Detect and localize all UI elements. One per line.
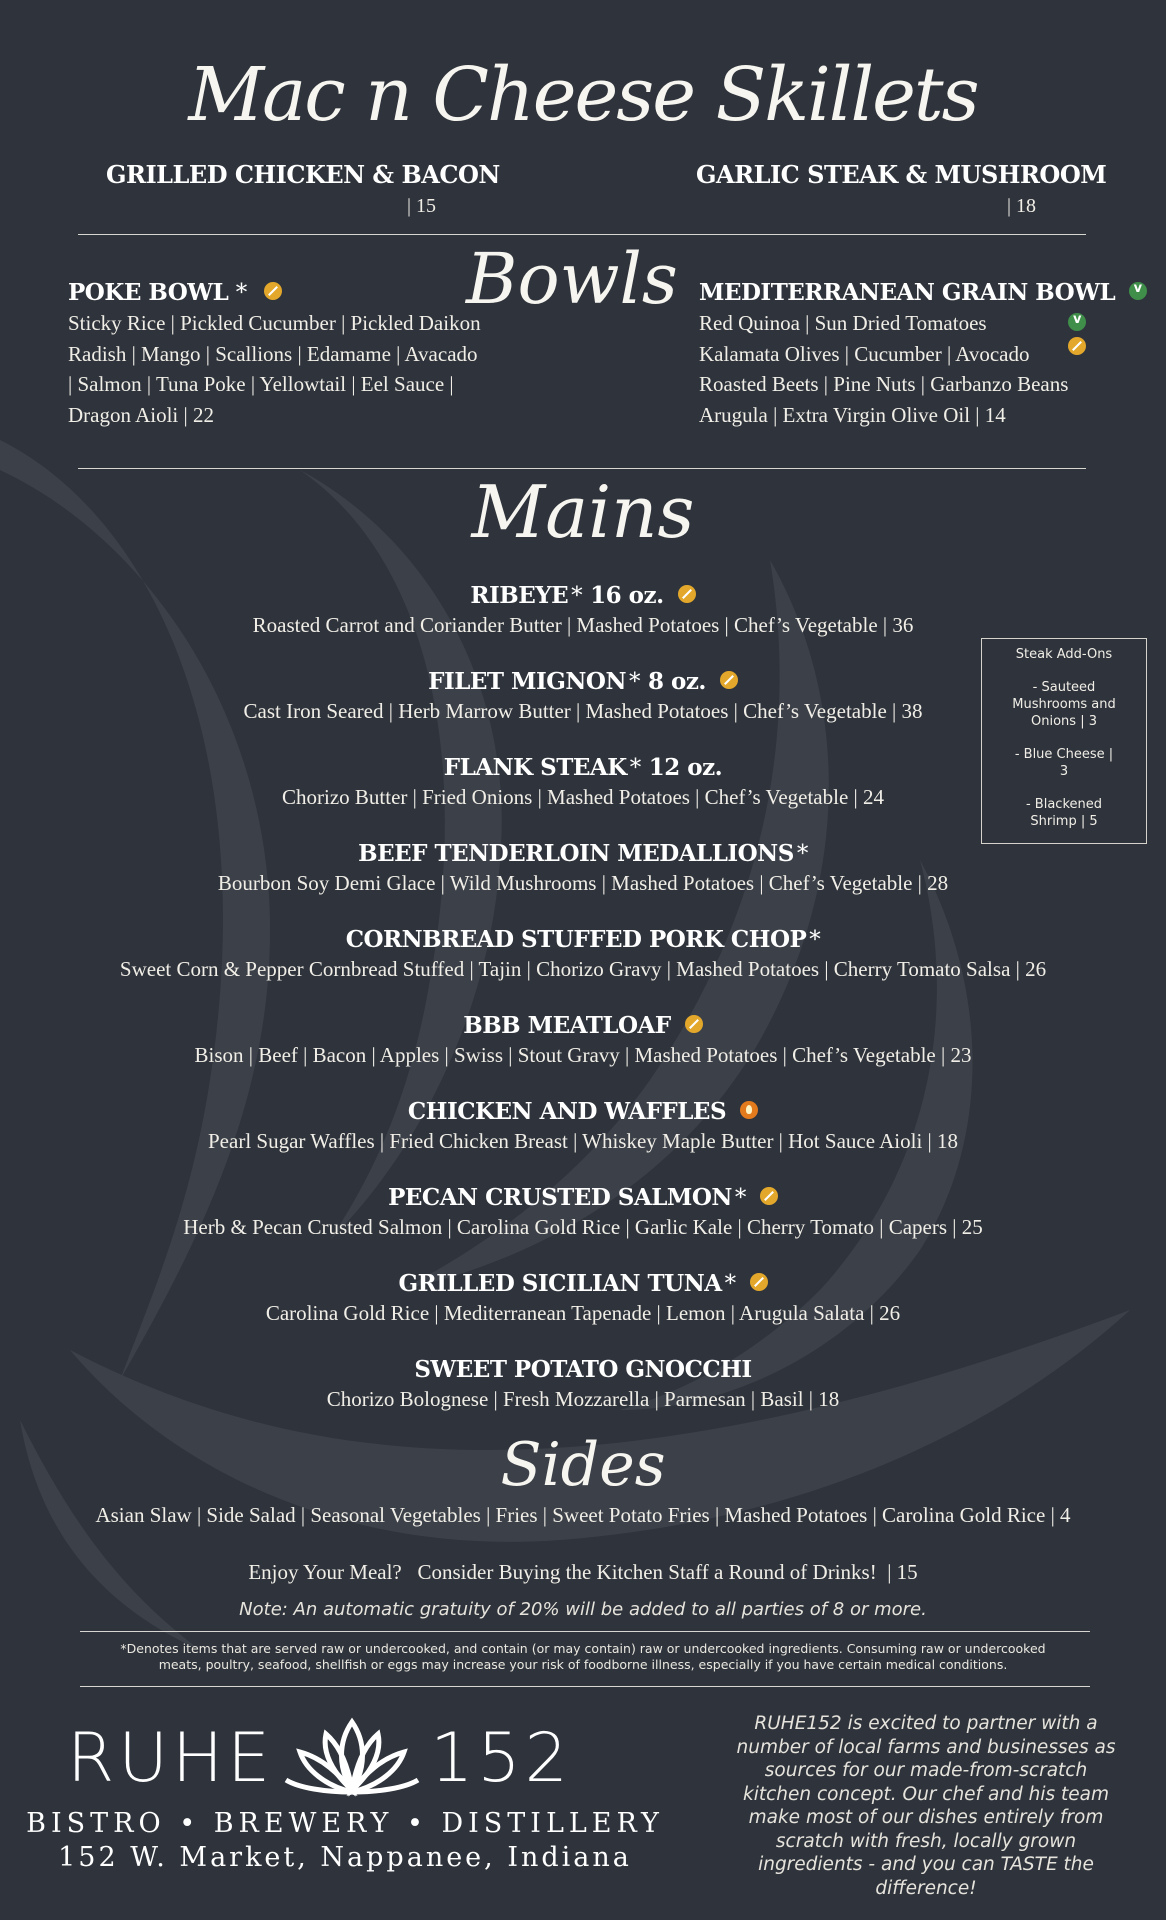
main-item — [0, 1012, 1166, 1071]
gluten-free-icon — [685, 1015, 703, 1033]
gluten-free-icon — [760, 1187, 778, 1205]
mains-title: Mains — [471, 470, 695, 554]
skillet-price: | 15 — [406, 195, 436, 217]
bowl-line: Arugula | Extra Virgin Olive Oil | 14 — [699, 402, 1006, 427]
mediterranean-bowl — [699, 279, 1129, 430]
ruhe152-logo — [67, 1716, 572, 1800]
bowl-name: POKE BOWL — [68, 279, 229, 306]
main-item-heading — [0, 582, 1166, 609]
bowls-title: Bowls — [466, 238, 678, 320]
main-item-description: Pearl Sugar Waffles | Fried Chicken Breast | Whiskey Maple Butter | Hot Sauce Aioli | 18 — [208, 1129, 958, 1153]
main-item — [0, 1356, 1166, 1415]
gluten-free-icon — [678, 585, 696, 603]
main-item-heading — [0, 1098, 1166, 1125]
gluten-free-icon — [1068, 337, 1086, 355]
main-item-description: Carolina Gold Rice | Mediterranean Tapenade | Lemon | Arugula Salata | 26 — [265, 1301, 901, 1325]
addon-item: - Sauteed Mushrooms and Onions | 3 — [1012, 680, 1116, 729]
main-item-name: CHICKEN AND WAFFLES — [407, 1098, 727, 1125]
disclaimer-line: *Denotes items that are served raw or undercooked, and contain (or may contain) raw or undercooked ingredients. Consuming raw or undercooked — [120, 1641, 1046, 1656]
main-item-description: Sweet Corn & Pepper Cornbread Stuffed | Tajin | Chorizo Gravy | Mashed Potatoes | Cherry Tomato Salsa | 26 — [119, 957, 1047, 981]
main-item-name: SWEET POTATO GNOCCHI — [414, 1356, 752, 1383]
main-item-name: RIBEYE — [470, 582, 569, 609]
main-item — [0, 1270, 1166, 1329]
main-item-name: BEEF TENDERLOIN MEDALLIONS — [358, 840, 794, 867]
addons-title: Steak Add-Ons — [1015, 647, 1113, 662]
raw-star: * — [628, 669, 640, 695]
disclaimer-line: meats, poultry, seafood, shellfish or eggs may increase your risk of foodborne illness, especially if you have certain medical conditions. — [158, 1657, 1008, 1672]
divider — [80, 1631, 1090, 1632]
raw-star: * — [571, 583, 583, 609]
main-item-description: Roasted Carrot and Coriander Butter | Mashed Potatoes | Chef’s Vegetable | 36 — [252, 613, 914, 637]
main-item-name: BBB MEATLOAF — [463, 1012, 671, 1039]
main-item — [0, 582, 1166, 641]
skillet-name: GRILLED CHICKEN & BACON — [106, 160, 500, 189]
logo-text-right: 152 — [430, 1718, 572, 1798]
vegan-icon — [1068, 313, 1086, 331]
gluten-free-icon — [264, 282, 282, 300]
bowl-line: Roasted Beets | Pine Nuts | Garbanzo Beans — [699, 372, 1069, 396]
main-item-heading — [0, 926, 1166, 953]
raw-star: * — [809, 927, 821, 953]
main-item-description: Herb & Pecan Crusted Salmon | Carolina Gold Rice | Garlic Kale | Cherry Tomato | Capers | 25 — [183, 1215, 983, 1239]
spicy-icon — [740, 1101, 758, 1119]
bowl-line: Kalamata Olives | Cucumber | Avocado — [699, 341, 1030, 366]
main-item — [0, 1184, 1166, 1243]
main-item-description: Bison | Beef | Bacon | Apples | Swiss | Stout Gravy | Mashed Potatoes | Chef’s Vegetable | 23 — [194, 1043, 972, 1067]
skillet-item-1 — [106, 160, 500, 220]
main-item-size: 16 oz. — [590, 582, 664, 609]
divider — [80, 1686, 1090, 1687]
main-item — [0, 840, 1166, 899]
bowl-line: Radish | Mango | Scallions | Edamame | Avacado — [68, 341, 478, 366]
main-item-name: GRILLED SICILIAN TUNA — [398, 1270, 722, 1297]
main-item-description: Cast Iron Seared | Herb Marrow Butter | Mashed Potatoes | Chef’s Vegetable | 38 — [243, 699, 923, 723]
main-item-description: Chorizo Bolognese | Fresh Mozzarella | Parmesan | Basil | 18 — [326, 1387, 840, 1411]
skillet-price: | 18 — [1006, 195, 1036, 217]
divider — [78, 468, 1086, 469]
sides-list: Asian Slaw | Side Salad | Seasonal Vegetables | Fries | Sweet Potato Fries | Mashed Potatoes | Carolina Gold Rice | 4 — [95, 1503, 1071, 1527]
partner-text: RUHE152 is excited to partner with a number of local farms and businesses as sources for our made-from-scratch kitchen concept. Our chef and his team make most of our dishes entirely from scratch with fresh, locally grown ingredients - and you can TASTE the difference! — [736, 1713, 1116, 1899]
main-item-name: FLANK STEAK — [443, 754, 627, 781]
raw-star: * — [235, 280, 247, 306]
raw-star: * — [796, 841, 808, 867]
main-item-name: PECAN CRUSTED SALMON — [388, 1184, 732, 1211]
skillet-name: GARLIC STEAK & MUSHROOM — [696, 160, 1107, 189]
raw-star: * — [629, 755, 641, 781]
main-item-size: 12 oz. — [648, 754, 723, 781]
main-item-heading — [0, 840, 1166, 867]
tagline: BISTRO • BREWERY • DISTILLERY — [26, 1808, 664, 1839]
steak-addons-box — [981, 638, 1147, 844]
vegetarian-icon — [1129, 282, 1147, 300]
address: 152 W. Market, Nappanee, Indiana — [58, 1842, 632, 1873]
lotus-icon — [282, 1716, 422, 1800]
main-item-heading — [0, 1184, 1166, 1211]
gratuity-note: Note: An automatic gratuity of 20% will be added to all parties of 8 or more. — [239, 1599, 927, 1620]
bowl-line: Sticky Rice | Pickled Cucumber | Pickled Daikon — [68, 311, 481, 335]
main-item-heading — [0, 1270, 1166, 1297]
main-item-heading — [0, 1012, 1166, 1039]
skillet-item-2 — [696, 160, 1107, 220]
bowl-line: Dragon Aioli | 22 — [68, 402, 214, 427]
bowl-line: | Salmon | Tuna Poke | Yellowtail | Eel Sauce | — [68, 372, 454, 396]
addon-item: - Blue Cheese | 3 — [1014, 747, 1114, 779]
bowl-line: Red Quinoa | Sun Dried Tomatoes — [699, 311, 987, 335]
skillets-title: Mac n Cheese Skillets — [188, 52, 978, 138]
addon-item: - Blackened Shrimp | 5 — [1025, 797, 1103, 829]
main-item-description: Chorizo Butter | Fried Onions | Mashed Potatoes | Chef’s Vegetable | 24 — [281, 785, 884, 809]
sides-title: Sides — [500, 1430, 666, 1500]
logo-text-left: RUHE — [67, 1718, 275, 1798]
kitchen-drinks: Enjoy Your Meal? Consider Buying the Kitchen Staff a Round of Drinks! | 15 — [248, 1560, 918, 1584]
poke-bowl — [68, 279, 488, 430]
main-item — [0, 1098, 1166, 1157]
gluten-free-icon — [720, 671, 738, 689]
bowl-name: MEDITERRANEAN GRAIN BOWL — [699, 279, 1116, 306]
main-item-name: CORNBREAD STUFFED PORK CHOP — [345, 926, 807, 953]
raw-star: * — [734, 1185, 746, 1211]
main-item-name: FILET MIGNON — [428, 668, 626, 695]
gluten-free-icon — [750, 1273, 768, 1291]
main-item-description: Bourbon Soy Demi Glace | Wild Mushrooms | Mashed Potatoes | Chef’s Vegetable | 28 — [217, 871, 949, 895]
main-item-heading — [0, 1356, 1166, 1383]
divider — [78, 234, 1086, 235]
raw-star: * — [724, 1271, 736, 1297]
main-item-size: 8 oz. — [647, 668, 706, 695]
main-item — [0, 926, 1166, 985]
